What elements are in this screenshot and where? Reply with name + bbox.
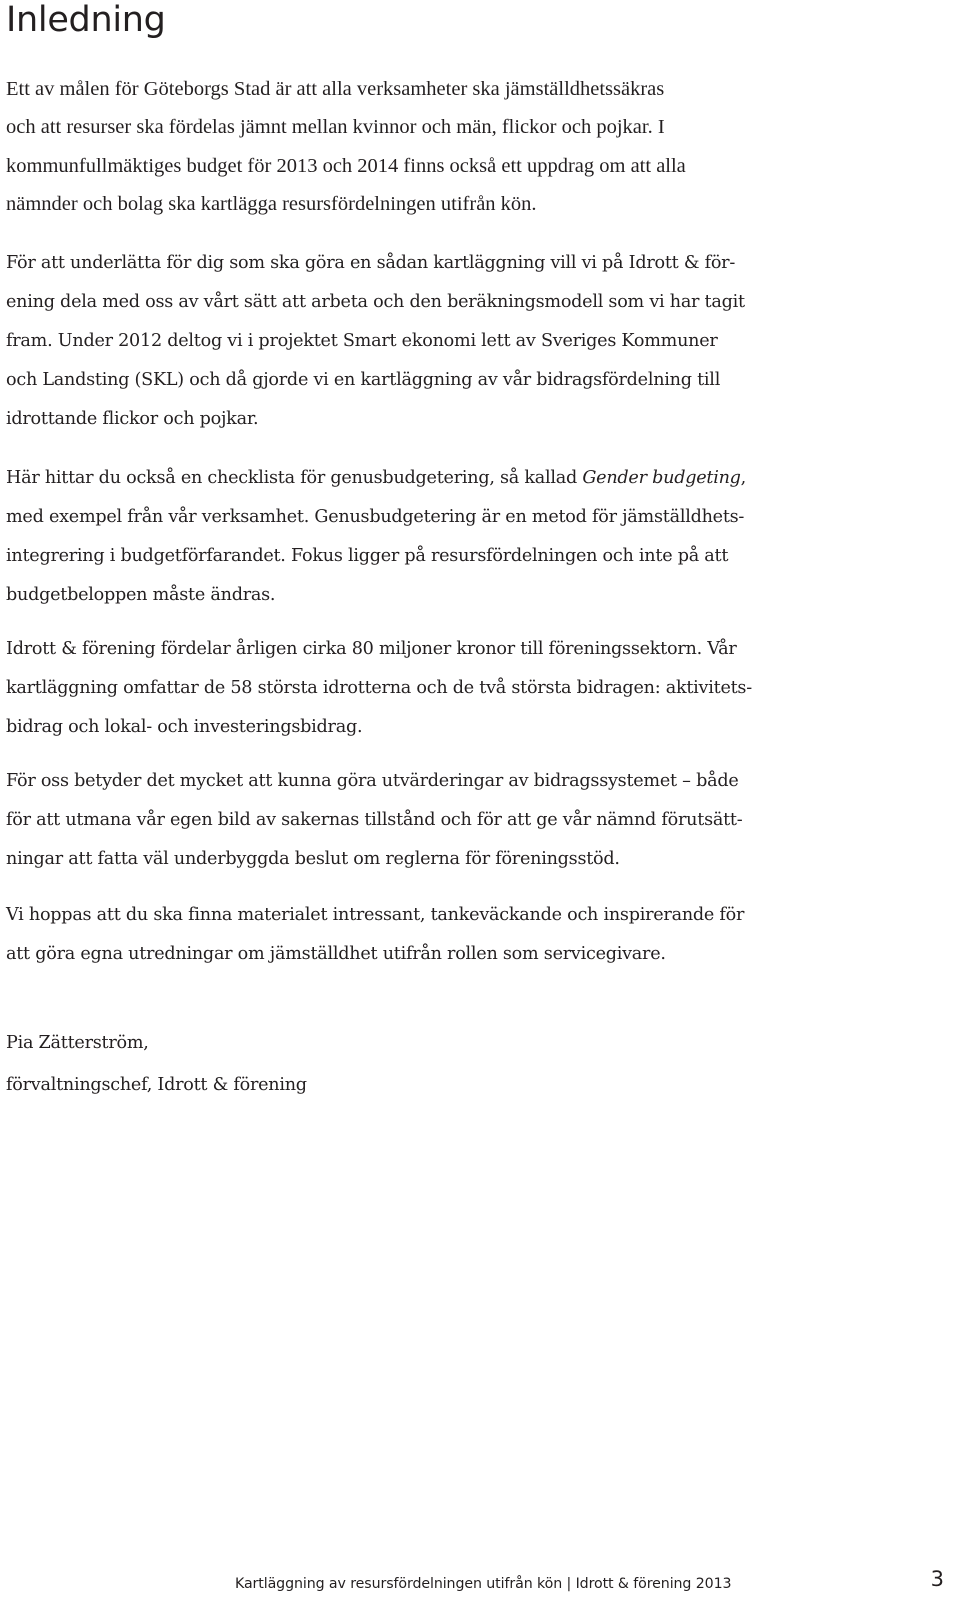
text-line: och Landsting (SKL) och då gjorde vi en kartläggning av vår bidragsfördelning till <box>6 370 721 390</box>
body-paragraph-3 <box>6 459 821 615</box>
page-footer: Kartläggning av resursfördelningen utifrån kön | Idrott & förening 2013 <box>235 1576 732 1592</box>
text-line: för att utmana vår egen bild av sakernas tillstånd och för att ge vår nämnd förutsätt- <box>6 810 743 830</box>
text-line: För oss betyder det mycket att kunna göra utvärderingar av bidragssystemet – både <box>6 771 739 791</box>
text-line: ningar att fatta väl underbyggda beslut om reglerna för föreningsstöd. <box>6 849 620 869</box>
intro-paragraph <box>6 70 811 224</box>
text-line: fram. Under 2012 deltog vi i projektet Smart ekonomi lett av Sveriges Kommuner <box>6 331 718 351</box>
text-line: För att underlätta för dig som ska göra en sådan kartläggning vill vi på Idrott & för- <box>6 253 736 273</box>
text-line: integrering i budgetförfarandet. Fokus ligger på resursfördelningen och inte på att <box>6 546 729 566</box>
page-number: 3 <box>930 1567 944 1591</box>
text-line <box>6 459 821 498</box>
signature-role: förvaltningschef, Idrott & förening <box>6 1075 307 1095</box>
page-title: Inledning <box>6 0 166 40</box>
body-paragraph-5 <box>6 762 821 879</box>
text-segment: , <box>740 468 747 488</box>
text-line: Vi hoppas att du ska finna materialet intressant, tankeväckande och inspirerande för <box>6 905 745 925</box>
text-line: nämnder och bolag ska kartlägga resursfördelningen utifrån kön. <box>6 193 537 216</box>
text-line: ening dela med oss av vårt sätt att arbeta och den beräkningsmodell som vi har tagit <box>6 292 745 312</box>
italic-term: Gender budgeting <box>582 468 741 488</box>
text-line: budgetbeloppen måste ändras. <box>6 585 276 605</box>
body-paragraph-2 <box>6 244 821 439</box>
text-segment: Här hittar du också en checklista för genusbudgetering, så kallad <box>6 468 583 488</box>
text-line: med exempel från vår verksamhet. Genusbudgetering är en metod för jämställdhets- <box>6 507 745 527</box>
body-paragraph-6 <box>6 896 821 974</box>
text-line: idrottande flickor och pojkar. <box>6 409 259 429</box>
text-line: Ett av målen för Göteborgs Stad är att alla verksamheter ska jämställdhetssäkras <box>6 78 665 100</box>
body-paragraph-4 <box>6 630 821 747</box>
text-line: kartläggning omfattar de 58 största idrotterna och de två största bidragen: aktivitets- <box>6 678 752 698</box>
signature-block <box>6 1022 307 1106</box>
text-line: Idrott & förening fördelar årligen cirka 80 miljoner kronor till föreningssektorn. Vår <box>6 639 737 659</box>
text-line: och att resurser ska fördelas jämnt mellan kvinnor och män, flickor och pojkar. I <box>6 116 665 139</box>
text-line: att göra egna utredningar om jämställdhet utifrån rollen som servicegivare. <box>6 944 666 964</box>
text-line: kommunfullmäktiges budget för 2013 och 2014 finns också ett uppdrag om att alla <box>6 154 686 177</box>
text-line: bidrag och lokal- och investeringsbidrag. <box>6 717 363 737</box>
signature-name: Pia Zätterström, <box>6 1033 149 1053</box>
